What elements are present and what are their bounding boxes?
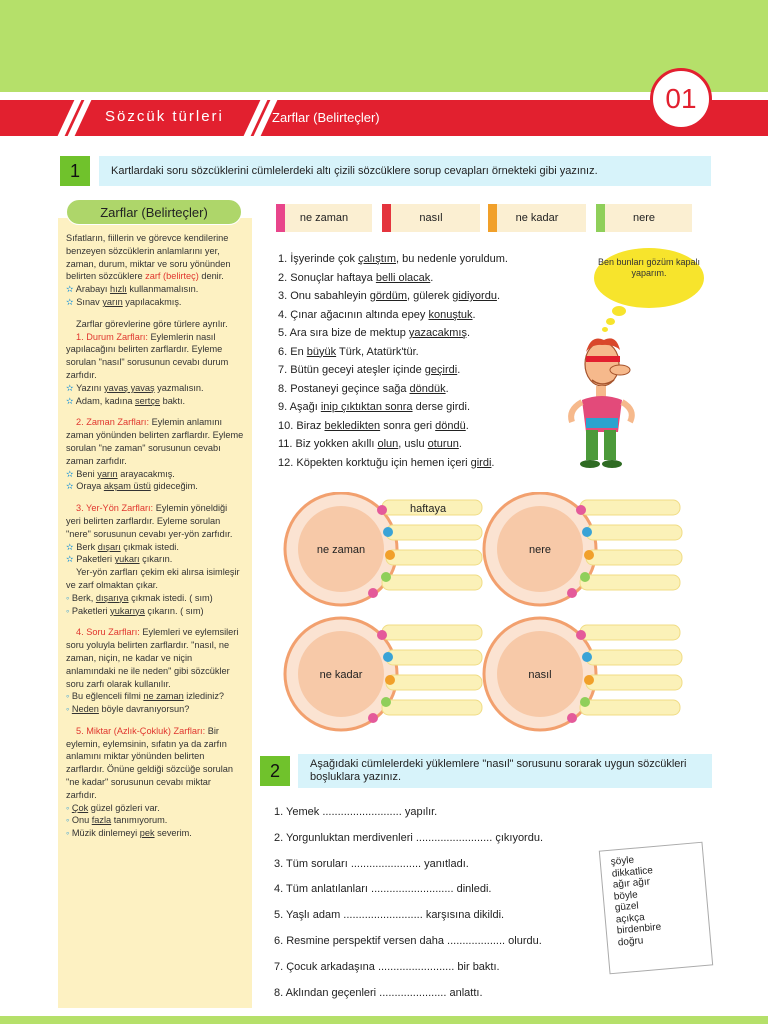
sentence: 11. Biz yokken akıllı olun, uslu oturun.	[278, 438, 462, 450]
sentence: 7. Bütün geceyi ateşler içinde geçirdi.	[278, 364, 461, 376]
sentence: 1. İşyerinde çok çalıştım, bu nedenle yoruldum.	[278, 253, 508, 265]
card-tab	[596, 204, 605, 232]
word-choice: böyle	[613, 889, 639, 903]
thinking-character-illustration	[556, 330, 648, 470]
sidebar-example: ✫ Beni yarın arayacakmış.	[66, 468, 175, 479]
card-tab	[488, 204, 497, 232]
sidebar-title: Zarflar (Belirteçler)	[66, 199, 242, 225]
sentence: 2. Sonuçlar haftaya belli olacak.	[278, 271, 434, 284]
sidebar-example: ◦ Berk, dışarıya çıkmak istedi. ( sım)	[66, 592, 213, 603]
section-title: Sözcük türleri	[105, 108, 224, 125]
sidebar-type-2: 2. Zaman Zarfları: Eylemin anlamını zaman yönünden belirten zarflardır. Eyleme sorulan "ne zaman" sorusunun cevabı zaman zarfıdır.	[66, 417, 244, 466]
sidebar-type-1: 1. Durum Zarfları: Eylemlerin nasıl yapılacağını belirten zarflardır. Eyleme sorulan "nasıl" sorusunun cevabı durum zarfıdır.	[66, 331, 229, 380]
wheel-ne-kadar	[285, 618, 482, 730]
answer-wheels	[278, 492, 698, 732]
word-choice: doğru	[617, 934, 644, 948]
question-1-sentences	[278, 250, 568, 472]
fill-blank-item: 6. Resmine perspektif versen daha ................... olurdu.	[274, 934, 542, 947]
bottom-green-stripe	[0, 1016, 768, 1024]
thought-bubble: Ben bunları gözüm kapalı yaparım.	[594, 248, 704, 308]
sidebar-example: ✫ Sınav yarın yapılacakmış.	[66, 296, 182, 307]
sidebar-example: ✫ Oraya akşam üstü gideceğim.	[66, 481, 198, 492]
word-choice: şöyle	[610, 854, 635, 868]
wheel-example-answer: haftaya	[410, 503, 447, 515]
sidebar-example: ✫ Berk dışarı çıkmak istedi.	[66, 541, 179, 552]
sidebar-types-intro: Zarflar görevlerine göre türlere ayrılır.	[76, 318, 228, 329]
card-ne-kadar: ne kadar	[488, 204, 586, 232]
word-choice: dikkatlice	[611, 864, 654, 880]
question-2-instruction: Aşağıdaki cümlelerdeki yüklemlere "nasıl" sorusunu sorarak uygun sözcükleri boşluklara yazınız.	[298, 754, 712, 788]
card-tab	[382, 204, 391, 232]
sentence: 8. Postaneyi geçince sağa döndük.	[278, 382, 449, 395]
fill-blank-item: 2. Yorgunluktan merdivenleri ......................... çıkıyordu.	[274, 831, 544, 844]
sidebar-example: ✫ Arabayı hızlı kullanmamalısın.	[66, 284, 199, 295]
bubble-dot	[612, 306, 626, 316]
sidebar-intro: Sıfatların, fiillerin ve görevce kendilerine benzeyen sözcüklerin anlamlarını yer, zaman, durum, miktar ve soru yönünden belirten sözcüklere zarf (belirteç) denir.	[66, 233, 231, 282]
sentence: 10. Biraz bekledikten sonra geri döndü.	[278, 419, 469, 432]
question-2-items	[274, 800, 543, 1006]
sidebar-example: ✫ Paketleri yukarı çıkarın.	[66, 554, 173, 565]
sidebar-example: ◦ Onu fazla tanımıyorum.	[66, 815, 168, 826]
page-number: 01	[650, 68, 712, 130]
sidebar-note: Yer-yön zarfları çekim eki alırsa isimleşir ve zarf olmaktan çıkar.	[66, 567, 240, 590]
sidebar-example: ◦ Müzik dinlemeyi pek severim.	[66, 828, 192, 839]
sentence: 5. Ara sıra bize de mektup yazacakmış.	[278, 327, 471, 339]
wheel-label: nasıl	[528, 669, 552, 681]
sidebar-example: ◦ Çok güzel gözleri var.	[66, 802, 160, 813]
sidebar-type-5: 5. Miktar (Azlık-Çokluk) Zarfları: Bir eylemin, eylemsinin, sıfatın ya da zarfın anlamını miktar yönünden belirten zarflardır. Önüne geldiği sözcüğe sorulan "ne kadar" sorusunun cevabı miktar zarfıdır.	[66, 725, 234, 800]
fill-blank-item: 1. Yemek .......................... yapılır.	[274, 806, 438, 818]
wheel-label: nere	[528, 544, 552, 556]
sidebar-type-3: 3. Yer-Yön Zarfları: Eylemin yöneldiği yeri belirten zarflardır. Eyleme sorulan "nere" sorusunun cevabı yer-yön zarfıdır.	[66, 503, 233, 539]
card-nasil: nasıl	[382, 204, 480, 232]
question-2-number: 2	[260, 756, 290, 786]
sidebar-info-panel	[58, 218, 252, 1008]
sidebar-example: ◦ Neden böyle davranıyorsun?	[66, 704, 190, 715]
top-green-band	[0, 0, 768, 92]
sidebar-example: ✫ Yazını yavaş yavaş yazmalısın.	[66, 382, 204, 393]
wheel-ne-zaman	[285, 493, 482, 605]
bubble-dot	[606, 318, 615, 325]
card-ne-zaman: ne zaman	[276, 204, 372, 232]
sidebar-example: ◦ Bu eğlenceli filmi ne zaman izlediniz?	[66, 691, 225, 702]
question-1-instruction: Kartlardaki soru sözcüklerini cümlelerdeki altı çizili sözcüklere sorup cevapları örnekteki gibi yazınız.	[99, 156, 711, 186]
question-word-cards	[276, 204, 696, 232]
card-nere: nere	[596, 204, 692, 232]
sentence: 4. Çınar ağacının altında epey konuştuk.	[278, 308, 476, 321]
topic-title: Zarflar (Belirteçler)	[272, 110, 380, 125]
wheel-nere	[484, 493, 682, 605]
wheel-label: ne kadar	[319, 669, 363, 681]
sentence: 9. Aşağı inip çıktıktan sonra derse girdi.	[278, 401, 471, 413]
sidebar-type-4: 4. Soru Zarfları: Eylemleri ve eylemsileri soru yoluyla belirten zarflardır. "nasıl, ne zaman, niçin, ne kadar ve niçin anlamındaki ne ile neden" gibi sözcükler soru zarfı olarak kullanılır.	[66, 627, 239, 689]
sidebar-example: ✫ Adam, kadına sertçe baktı.	[66, 395, 186, 406]
card-tab	[276, 204, 285, 232]
question-1-number: 1	[60, 156, 90, 186]
fill-blank-item: 5. Yaşlı adam .......................... karşısına dikildi.	[274, 909, 505, 922]
fill-blank-item: 8. Aklından geçenleri ...................... anlattı.	[274, 986, 483, 999]
word-choice-box	[599, 842, 713, 975]
word-choice: açıkça	[615, 911, 646, 926]
wheel-nasil	[484, 618, 682, 730]
sentence: 12. Köpekten korktuğu için hemen içeri girdi.	[278, 456, 495, 469]
word-choice: güzel	[614, 900, 640, 914]
sentence: 6. En büyük Türk, Atatürk'tür.	[278, 345, 419, 358]
word-choice: ağır ağır	[612, 876, 651, 891]
fill-blank-item: 3. Tüm soruları ....................... yanıtladı.	[274, 857, 469, 870]
sidebar-example: ◦ Paketleri yukarıya çıkarın. ( sım)	[66, 605, 204, 616]
fill-blank-item: 7. Çocuk arkadaşına ......................... bir baktı.	[274, 960, 500, 973]
sentence: 3. Onu sabahleyin gördüm, gülerek gidiyordu.	[278, 290, 500, 302]
wheel-label: ne zaman	[316, 544, 366, 556]
fill-blank-item: 4. Tüm anlatılanları ........................... dinledi.	[274, 883, 492, 896]
word-choice: birdenbire	[616, 921, 662, 937]
